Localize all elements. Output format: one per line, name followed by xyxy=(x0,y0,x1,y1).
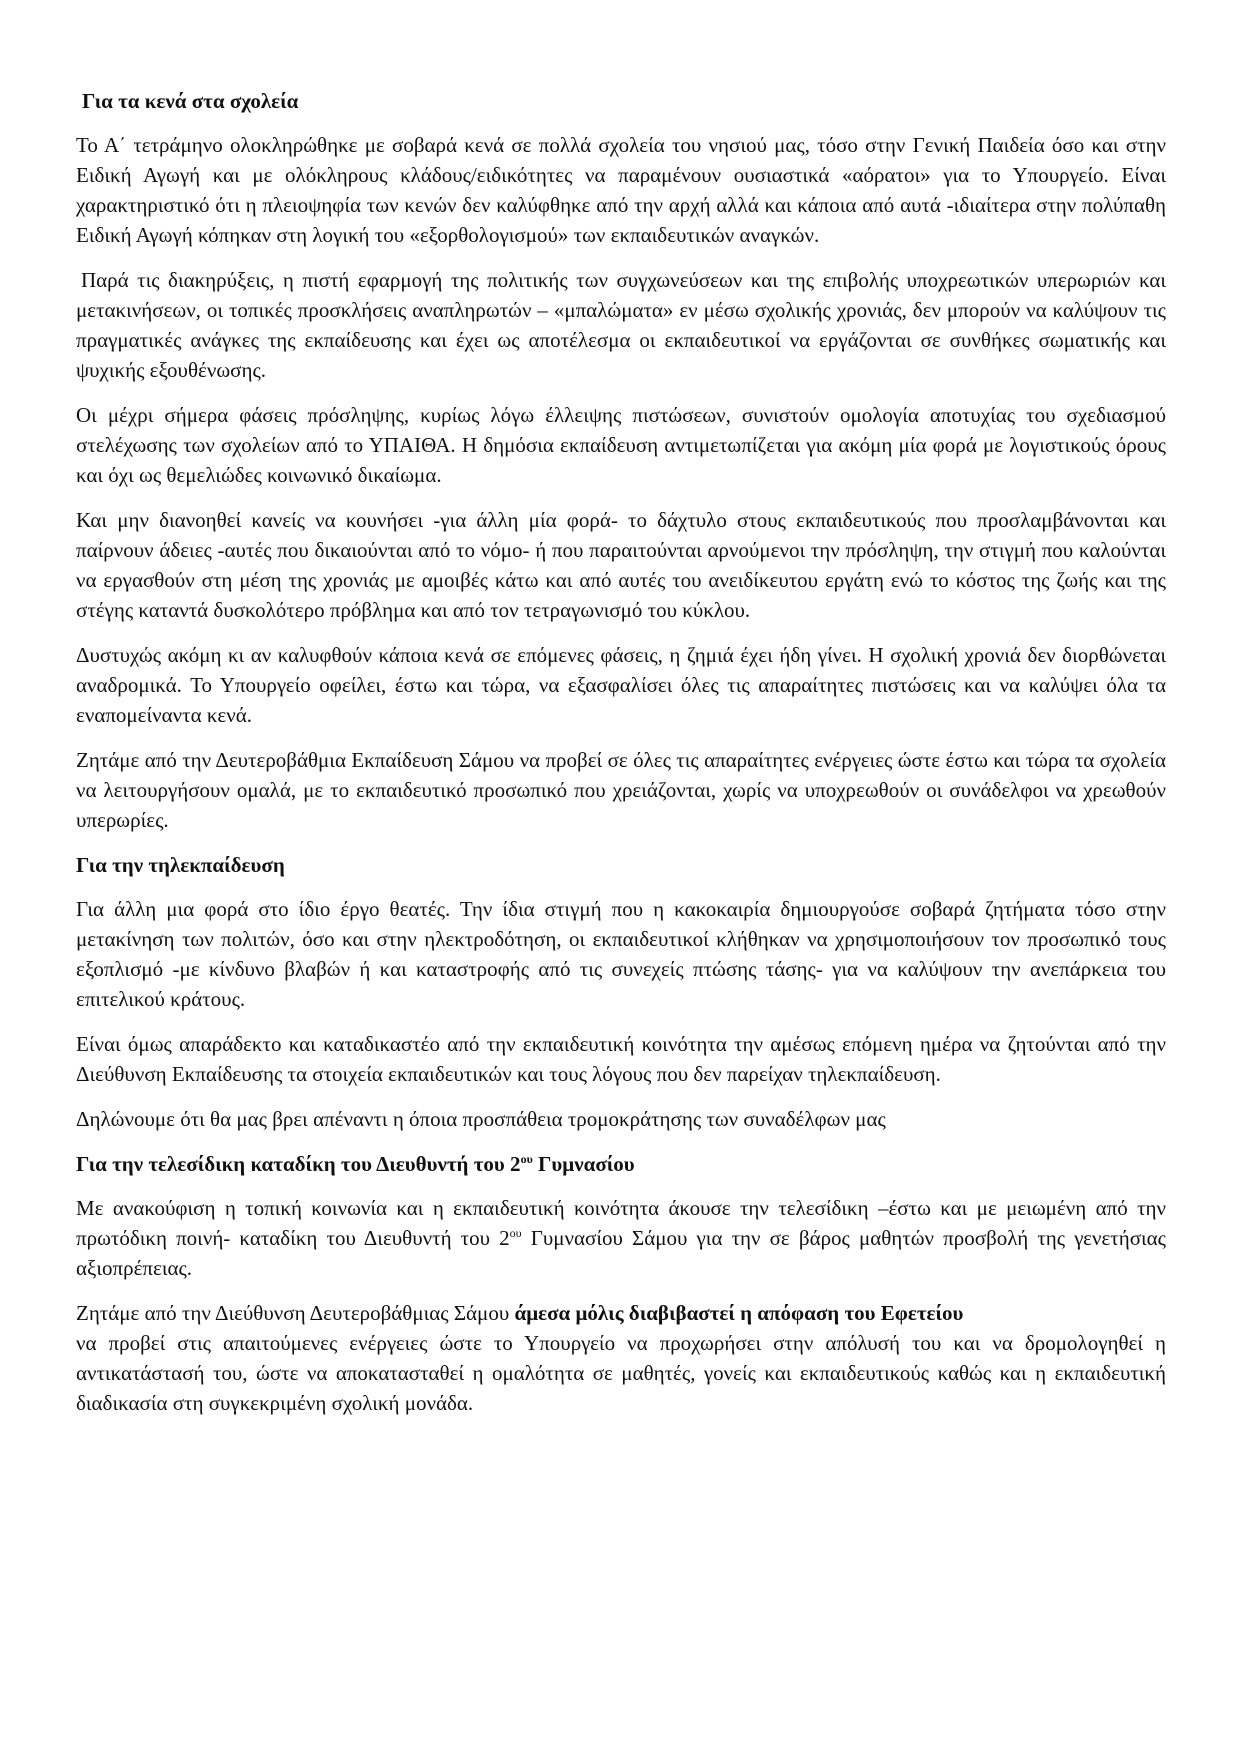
paragraph: Ζητάμε από την Δευτεροβάθμια Εκπαίδευση Σάμου να προβεί σε όλες τις απαραίτητες ενέργειες ώστε έστω και τώρα τα σχολεία να λειτουργήσουν ομαλά, με το εκπαιδευτικό προσωπικό που χρειάζονται, χωρίς να υποχρεωθούν οι συνάδελφοι να χρεωθούν υπερωρίες. xyxy=(76,748,1166,832)
heading-text: Για την τελεσίδικη καταδίκη του Διευθυντή του 2 xyxy=(76,1152,521,1176)
section-heading-school-vacancies: Για τα κενά στα σχολεία xyxy=(82,89,299,113)
paragraph: Δηλώνουμε ότι θα μας βρει απέναντι η όποια προσπάθεια τρομοκράτησης των συναδέλφων μας xyxy=(76,1107,886,1131)
superscript: ου xyxy=(509,1226,522,1240)
paragraph-text: να προβεί στις απαιτούμενες ενέργειες ώστε το Υπουργείο να προχωρήσει στην απόλυσή του και να δρομολογηθεί η αντικατάστασή του, ώστε να αποκατασταθεί η ομαλότητα σε μαθητές, γονείς και εκπαιδευτικούς καθώς και η εκπαιδευτική διαδικασία στη συγκεκριμένη σχολική μονάδα. xyxy=(76,1331,1166,1415)
paragraph: Είναι όμως απαράδεκτο και καταδικαστέο από την εκπαιδευτική κοινότητα την αμέσως επόμενη ημέρα να ζητούνται από την Διεύθυνση Εκπαίδευσης τα στοιχεία εκπαιδευτικών και τους λόγους που δεν παρείχαν τηλεκπαίδευση. xyxy=(76,1032,1166,1086)
paragraph xyxy=(76,1298,1166,1418)
paragraph: Οι μέχρι σήμερα φάσεις πρόσληψης, κυρίως λόγω έλλειψης πιστώσεων, συνιστούν ομολογία αποτυχίας του σχεδιασμού στελέχωσης των σχολείων από το ΥΠΑΙΘΑ. Η δημόσια εκπαίδευση αντιμετωπίζεται για ακόμη μία φορά με λογιστικούς όρους και όχι ως θεμελιώδες κοινωνικό δικαίωμα. xyxy=(76,403,1166,487)
paragraph: Δυστυχώς ακόμη κι αν καλυφθούν κάποια κενά σε επόμενες φάσεις, η ζημιά έχει ήδη γίνει. Η σχολική χρονιά δεν διορθώνεται αναδρομικά. Το Υπουργείο οφείλει, έστω και τώρα, να εξασφαλίσει όλες τις απαραίτητες πιστώσεις και να καλύψει όλα τα εναπομείναντα κενά. xyxy=(76,643,1166,727)
paragraph: Παρά τις διακηρύξεις, η πιστή εφαρμογή της πολιτικής των συγχωνεύσεων και της επιβολής υποχρεωτικών υπερωριών και μετακινήσεων, οι τοπικές προσκλήσεις αναπληρωτών – «μπαλώματα» εν μέσω σχολικής χρονιάς, δεν μπορούν να καλύψουν τις πραγματικές ανάγκες της εκπαίδευσης και έχει ως αποτέλεσμα οι εκπαιδευτικοί να εργάζονται σε συνθήκες σωματικής και ψυχικής εξουθένωσης. xyxy=(76,268,1166,382)
paragraph: Το Α΄ τετράμηνο ολοκληρώθηκε με σοβαρά κενά σε πολλά σχολεία του νησιού μας, τόσο στην Γενική Παιδεία όσο και στην Ειδική Αγωγή και με ολόκληρους κλάδους/ειδικότητες να παραμένουν ουσιαστικά «αόρατοι» για το Υπουργείο. Είναι χαρακτηριστικό ότι η πλειοψηφία των κενών δεν καλύφθηκε από την αρχή αλλά και κάποια από αυτά -ιδιαίτερα στην πολύπαθη Ειδική Αγωγή κόπηκαν στη λογική του «εξορθολογισμού» των εκπαιδευτικών αναγκών. xyxy=(76,133,1166,247)
superscript: ου xyxy=(520,1152,533,1166)
paragraph: Και μην διανοηθεί κανείς να κουνήσει -για άλλη μία φορά- το δάχτυλο στους εκπαιδευτικούς που προσλαμβάνονται και παίρνουν άδειες -αυτές που δικαιούνται από το νόμο- ή που παραιτούνται αρνούμενοι την πρόσληψη, την στιγμή που καλούνται να εργασθούν στη μέση της χρονιάς με αμοιβές κάτω και από αυτές του ανειδίκευτου εργάτη ενώ το κόστος της ζωής και της στέγης καταντά δυσκολότερο πρόβλημα και από τον τετραγωνισμό του κύκλου. xyxy=(76,508,1166,622)
paragraph-text: Ζητάμε από την Διεύθυνση Δευτεροβάθμιας Σάμου xyxy=(76,1301,515,1325)
paragraph-text: Με ανακούφιση η τοπική κοινωνία και η εκπαιδευτική κοινότητα άκουσε την τελεσίδικη –έστω και με μειωμένη από την πρωτόδικη ποινή- καταδίκη του Διευθυντή του 2 xyxy=(76,1196,1166,1250)
paragraph xyxy=(76,1193,1166,1283)
document-page xyxy=(76,86,1166,1433)
section-heading-distance-learning: Για την τηλεκπαίδευση xyxy=(76,853,285,877)
heading-text: Γυμνασίου xyxy=(532,1152,635,1176)
paragraph: Για άλλη μια φορά στο ίδιο έργο θεατές. Την ίδια στιγμή που η κακοκαιρία δημιουργούσε σοβαρά ζητήματα τόσο στην μετακίνηση των πολιτών, όσο και στην ηλεκτροδότηση, οι εκπαιδευτικοί κλήθηκαν να χρησιμοποιήσουν τον προσωπικό τους εξοπλισμό -με κίνδυνο βλαβών ή και καταστροφής από τις συνεχείς πτώσης τάσης- για να καλύψουν την ανεπάρκεια του επιτελικού κράτους. xyxy=(76,897,1166,1011)
bold-emphasis: άμεσα μόλις διαβιβαστεί η απόφαση του Εφετείου xyxy=(514,1301,964,1325)
section-heading-conviction xyxy=(76,1149,1166,1179)
paragraph-text: Γυμνασίου Σάμου για την σε βάρος μαθητών προσβολή της γενετήσιας αξιοπρέπειας. xyxy=(76,1226,1166,1280)
